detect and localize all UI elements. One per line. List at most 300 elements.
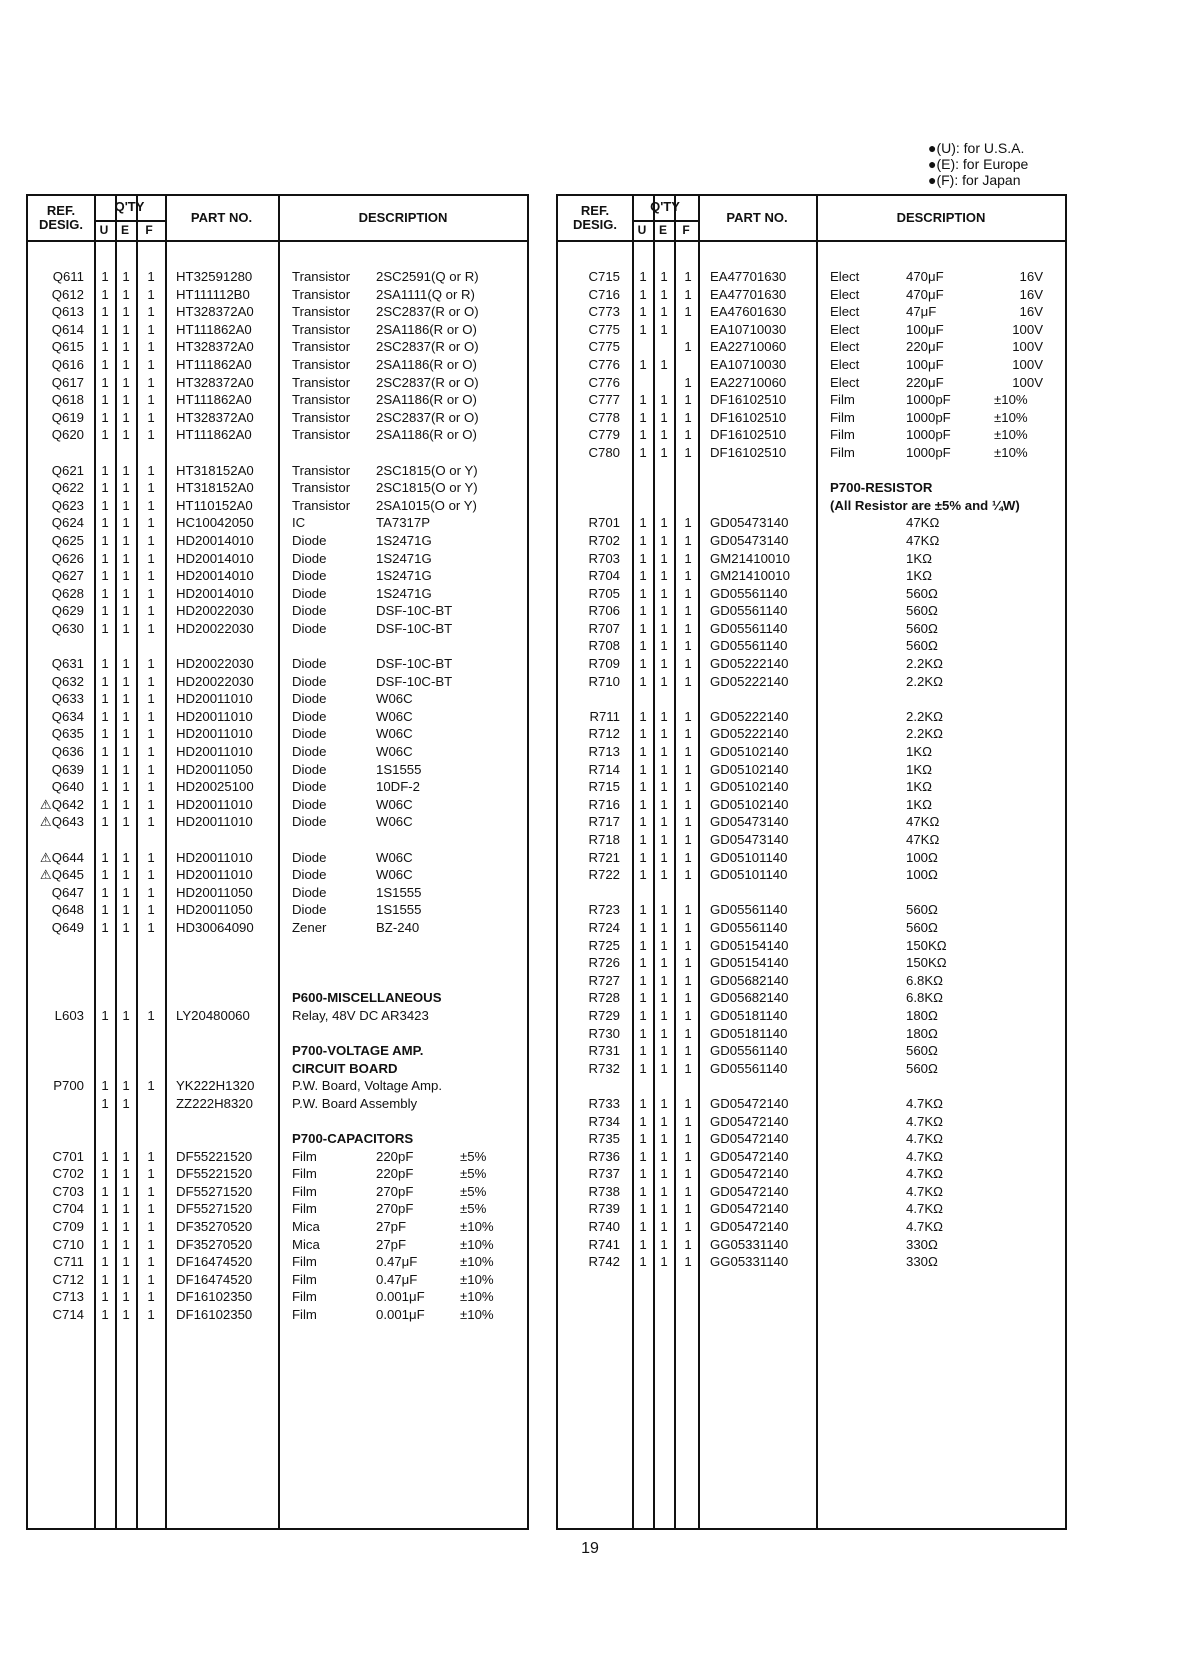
part-number: DF55221520 <box>176 1166 253 1182</box>
part-number: GD05561140 <box>710 620 788 636</box>
table-row <box>28 1007 527 1025</box>
description-value: 1000pF <box>906 409 951 425</box>
table-row <box>28 550 527 568</box>
spacer-row <box>28 937 527 955</box>
qty-e: 1 <box>122 691 130 707</box>
description-value: 1S1555 <box>376 902 422 918</box>
qty-e: 1 <box>122 1236 130 1252</box>
qty-e: 1 <box>122 1078 130 1094</box>
table-row <box>28 673 527 691</box>
spacer-row <box>558 1077 1065 1095</box>
part-number: HT111862A0 <box>176 356 252 372</box>
part-number: DF55221520 <box>176 1148 253 1164</box>
part-number: GD05222140 <box>710 726 789 742</box>
part-number: HD20011010 <box>176 796 253 812</box>
section-title: CIRCUIT BOARD <box>292 1060 398 1076</box>
qty-e: 1 <box>660 814 668 830</box>
qty-f: 1 <box>684 603 692 619</box>
qty-e: 1 <box>122 1148 130 1164</box>
spacer-row <box>558 690 1065 708</box>
ref-desig: Q629 <box>51 603 84 619</box>
qty-e: 1 <box>122 849 130 865</box>
qty-u: 1 <box>639 532 647 548</box>
description-type: P.W. Board, Voltage Amp. <box>292 1078 443 1094</box>
spacer-row <box>28 444 527 462</box>
qty-f: 1 <box>684 1254 692 1270</box>
ref-desig: R701 <box>588 515 620 531</box>
ref-desig: ⚠Q645 <box>39 867 84 883</box>
qty-f: 1 <box>684 937 692 953</box>
qty-f: 1 <box>147 321 155 337</box>
description-value: 2SA1015(O or Y) <box>376 497 477 513</box>
qty-f: 1 <box>147 744 155 760</box>
table-row <box>558 919 1065 937</box>
table-row <box>28 1271 527 1289</box>
qty-e: 1 <box>122 392 130 408</box>
description-value: 4.7KΩ <box>906 1219 943 1235</box>
ref-desig: L603 <box>54 1007 84 1023</box>
part-number: GD05101140 <box>710 849 788 865</box>
table-row <box>558 268 1065 286</box>
ref-desig: Q611 <box>52 269 84 284</box>
qty-u: 1 <box>639 972 647 988</box>
qty-e: 1 <box>660 550 668 566</box>
qty-e: 1 <box>660 1254 668 1270</box>
description-rating: 16V <box>1019 269 1043 284</box>
table-row <box>558 866 1065 884</box>
description-value: 0.001μF <box>376 1289 425 1305</box>
ref-desig: R739 <box>588 1201 620 1217</box>
ref-desig: R722 <box>588 867 620 883</box>
qty-f: 1 <box>684 427 692 443</box>
qty-u: 1 <box>101 656 109 672</box>
description-value: 4.7KΩ <box>906 1095 943 1111</box>
qty-u: 1 <box>101 902 109 918</box>
description-type: Transistor <box>292 339 351 355</box>
description-value: 150KΩ <box>906 955 947 971</box>
qty-u: 1 <box>639 585 647 601</box>
qty-e: 1 <box>122 620 130 636</box>
part-number: HD20014010 <box>176 568 254 584</box>
part-number: HT328372A0 <box>176 409 254 425</box>
description-type: Diode <box>292 620 327 636</box>
qty-e: 1 <box>122 919 130 935</box>
description-type: Zener <box>292 919 327 935</box>
description-value: W06C <box>376 867 413 883</box>
ref-desig: R727 <box>588 972 620 988</box>
qty-f: 1 <box>684 339 692 355</box>
description-rating: ±10% <box>994 444 1028 460</box>
qty-u: 1 <box>101 1236 109 1252</box>
qty-u: 1 <box>101 1271 109 1287</box>
ref-desig: Q631 <box>51 656 84 672</box>
part-number: GD05561140 <box>710 1060 788 1076</box>
qty-e: 1 <box>660 673 668 689</box>
description-value: 1S2471G <box>376 568 432 584</box>
qty-e: 1 <box>122 884 130 900</box>
table-row <box>558 743 1065 761</box>
description-value: 470μF <box>906 286 944 302</box>
legend-europe: ●(E): for Europe <box>928 156 1029 172</box>
qty-e: 1 <box>660 532 668 548</box>
qty-u: 1 <box>101 515 109 531</box>
description-type: P.W. Board Assembly <box>292 1095 418 1111</box>
legend-usa: ●(U): for U.S.A. <box>928 140 1025 156</box>
part-number: GD05472140 <box>710 1219 789 1235</box>
qty-e: 1 <box>122 1219 130 1235</box>
ref-desig: R741 <box>588 1236 620 1252</box>
qty-e: 1 <box>122 1254 130 1270</box>
part-number: HD20011010 <box>176 744 253 760</box>
description-type: Diode <box>292 673 327 689</box>
description-value: 100μF <box>906 356 944 372</box>
qty-e: 1 <box>122 1289 130 1305</box>
table-row <box>558 796 1065 814</box>
qty-e: 1 <box>660 286 668 302</box>
qty-e: 1 <box>122 1166 130 1182</box>
table-header <box>28 196 527 242</box>
ref-desig: R716 <box>588 796 620 812</box>
description-value: 220μF <box>906 374 944 390</box>
ref-desig: Q612 <box>51 286 84 302</box>
description-type: Diode <box>292 691 327 707</box>
ref-desig: Q636 <box>51 744 84 760</box>
qty-e: 1 <box>122 673 130 689</box>
ref-desig: Q639 <box>51 761 84 777</box>
table-row <box>28 708 527 726</box>
ref-desig: C778 <box>588 409 620 425</box>
ref-desig: R737 <box>588 1166 620 1182</box>
ref-desig: R718 <box>588 832 620 847</box>
spacer-row <box>28 972 527 990</box>
ref-desig: R723 <box>588 902 620 918</box>
qty-f: 1 <box>147 480 155 496</box>
description-type: Diode <box>292 744 327 760</box>
ref-desig: P700 <box>53 1078 84 1094</box>
qty-f: 1 <box>147 761 155 777</box>
description-rating: ±10% <box>460 1271 494 1287</box>
qty-e: 1 <box>660 919 668 935</box>
ref-desig: C701 <box>52 1148 84 1164</box>
qty-e: 1 <box>122 1095 130 1111</box>
part-number: EA47701630 <box>710 286 787 302</box>
table-row <box>558 602 1065 620</box>
description-value: 180Ω <box>906 1007 938 1023</box>
part-number: DF16474520 <box>176 1271 253 1287</box>
qty-f: 1 <box>147 867 155 883</box>
qty-e: 1 <box>660 744 668 760</box>
qty-e: 1 <box>122 867 130 883</box>
qty-header: Q'TY <box>650 199 680 214</box>
qty-f: 1 <box>684 1148 692 1164</box>
qty-e: 1 <box>122 814 130 830</box>
qty-f: 1 <box>684 656 692 672</box>
qty-u: 1 <box>639 620 647 636</box>
ref-desig: R711 <box>589 708 620 724</box>
qty-f: 1 <box>147 497 155 513</box>
qty-f: 1 <box>684 409 692 425</box>
description-value: 560Ω <box>906 603 938 619</box>
description-value: 220pF <box>376 1166 414 1182</box>
table-row <box>558 901 1065 919</box>
qty-f: 1 <box>684 726 692 742</box>
qty-e: 1 <box>122 356 130 372</box>
qty-f: 1 <box>147 779 155 795</box>
qty-f: 1 <box>147 708 155 724</box>
qty-e: 1 <box>660 1201 668 1217</box>
qty-e: 1 <box>122 568 130 584</box>
part-number: HD20022030 <box>176 620 254 636</box>
part-number: HT111112B0 <box>176 286 250 302</box>
ref-desig: Q635 <box>51 726 84 742</box>
table-row <box>558 1060 1065 1078</box>
part-number: EA47601630 <box>710 304 787 320</box>
part-number: GD05472140 <box>710 1095 789 1111</box>
qty-e: 1 <box>122 269 130 284</box>
part-number: GD05222140 <box>710 656 789 672</box>
qty-f: 1 <box>147 814 155 830</box>
qty-u: 1 <box>101 1219 109 1235</box>
qty-e: 1 <box>660 726 668 742</box>
table-row <box>28 884 527 902</box>
description-type: Film <box>830 427 855 443</box>
description-type: Diode <box>292 796 327 812</box>
description-type: Transistor <box>292 392 351 408</box>
qty-e: 1 <box>122 462 130 478</box>
table-row <box>558 620 1065 638</box>
description-value: 4.7KΩ <box>906 1113 943 1129</box>
qty-u: 1 <box>101 427 109 443</box>
description-type: Film <box>830 409 855 425</box>
qty-u-header: U <box>637 223 647 237</box>
qty-f: 1 <box>147 356 155 372</box>
ref-desig: Q620 <box>51 427 84 443</box>
description-value: 4.7KΩ <box>906 1166 943 1182</box>
description-type: Diode <box>292 814 327 830</box>
table-row <box>558 989 1065 1007</box>
table-row <box>558 585 1065 603</box>
table-row <box>28 1218 527 1236</box>
table-row <box>558 426 1065 444</box>
part-number: GD05472140 <box>710 1201 789 1217</box>
table-row <box>558 514 1065 532</box>
description-value: 560Ω <box>906 1060 938 1076</box>
qty-u: 1 <box>639 409 647 425</box>
qty-u: 1 <box>639 1254 647 1270</box>
qty-f: 1 <box>684 286 692 302</box>
ref-desig: R728 <box>588 990 620 1006</box>
qty-f: 1 <box>147 1236 155 1252</box>
table-row <box>558 567 1065 585</box>
table-row <box>558 673 1065 691</box>
qty-e: 1 <box>660 392 668 408</box>
ref-desig: Q625 <box>51 532 84 548</box>
description-rating: ±10% <box>460 1307 494 1323</box>
ref-desig: C714 <box>52 1307 84 1323</box>
table-row <box>28 391 527 409</box>
table-row <box>28 1165 527 1183</box>
qty-e: 1 <box>660 1166 668 1182</box>
ref-desig: Q647 <box>51 884 84 900</box>
qty-e: 1 <box>122 339 130 355</box>
description-type: Diode <box>292 867 327 883</box>
description-type: Film <box>292 1307 317 1323</box>
qty-e: 1 <box>660 972 668 988</box>
part-number: GD05561140 <box>710 902 788 918</box>
qty-f: 1 <box>684 779 692 795</box>
qty-f: 1 <box>684 673 692 689</box>
qty-f: 1 <box>684 744 692 760</box>
description-value: 2SC2837(R or O) <box>376 409 479 425</box>
qty-u: 1 <box>101 919 109 935</box>
qty-u: 1 <box>639 392 647 408</box>
qty-f: 1 <box>147 796 155 812</box>
part-number: HD20011050 <box>176 902 253 918</box>
qty-u: 1 <box>101 691 109 707</box>
qty-e: 1 <box>122 656 130 672</box>
description-type: Mica <box>292 1219 320 1235</box>
qty-u: 1 <box>639 708 647 724</box>
part-number: DF16102510 <box>710 392 787 408</box>
part-number: GD05472140 <box>710 1131 789 1147</box>
qty-u: 1 <box>639 1236 647 1252</box>
qty-f: 1 <box>147 532 155 548</box>
ref-desig: Q621 <box>51 462 84 478</box>
ref-desig: Q613 <box>51 304 84 320</box>
description-value: 1S2471G <box>376 550 432 566</box>
description-type: Elect <box>830 269 860 284</box>
part-number: GD05682140 <box>710 972 789 988</box>
qty-u: 1 <box>101 744 109 760</box>
region-legend <box>928 140 1028 188</box>
qty-f: 1 <box>684 1113 692 1129</box>
part-number: GM21410010 <box>710 550 790 566</box>
description-value: 1KΩ <box>906 550 932 566</box>
part-number: EA10710030 <box>710 321 787 337</box>
qty-e: 1 <box>122 304 130 320</box>
qty-f: 1 <box>684 919 692 935</box>
qty-e: 1 <box>122 761 130 777</box>
qty-u: 1 <box>101 1254 109 1270</box>
description-rating: ±10% <box>460 1289 494 1305</box>
part-number: DF55271520 <box>176 1201 253 1217</box>
part-number: HT111862A0 <box>176 392 252 408</box>
description-value: 10DF-2 <box>376 779 420 795</box>
qty-e: 1 <box>660 937 668 953</box>
ref-desig: R703 <box>588 550 620 566</box>
part-no-header: PART NO. <box>190 210 253 225</box>
description-rating: 100V <box>1012 356 1043 372</box>
ref-desig: R733 <box>588 1095 620 1111</box>
description-type: Film <box>292 1148 317 1164</box>
ref-desig: Q632 <box>51 673 84 689</box>
qty-u: 1 <box>639 1113 647 1129</box>
part-no-header: PART NO. <box>726 210 788 225</box>
description-value: 2.2KΩ <box>906 656 943 672</box>
qty-e: 1 <box>122 321 130 337</box>
qty-u: 1 <box>101 480 109 496</box>
table-row <box>28 338 527 356</box>
ref-desig: R708 <box>588 638 620 654</box>
qty-u: 1 <box>639 304 647 320</box>
part-number: HT328372A0 <box>176 339 254 355</box>
qty-f: 1 <box>684 902 692 918</box>
description-value: 2SC2837(R or O) <box>376 304 479 320</box>
qty-f: 1 <box>684 849 692 865</box>
part-number: GD05102140 <box>710 796 789 812</box>
qty-u: 1 <box>639 1201 647 1217</box>
table-row <box>28 725 527 743</box>
qty-e: 1 <box>660 761 668 777</box>
qty-e: 1 <box>660 515 668 531</box>
table-row <box>558 954 1065 972</box>
part-number: HT111862A0 <box>176 427 252 443</box>
section-title: P600-MISCELLANEOUS <box>292 990 442 1006</box>
qty-e: 1 <box>660 1095 668 1111</box>
ref-desig: R738 <box>588 1183 620 1199</box>
qty-e: 1 <box>660 356 668 372</box>
spacer-row <box>558 462 1065 480</box>
part-number: YK222H1320 <box>176 1078 255 1094</box>
qty-e: 1 <box>660 656 668 672</box>
description-type: Transistor <box>292 462 351 478</box>
table-row <box>28 462 527 480</box>
ref-desig: ⚠Q643 <box>39 814 84 830</box>
description-type: Film <box>830 444 855 460</box>
table-row <box>28 303 527 321</box>
table-row <box>558 725 1065 743</box>
table-row <box>28 1236 527 1254</box>
part-number: EA22710060 <box>710 339 787 355</box>
part-number: DF16102350 <box>176 1307 253 1323</box>
part-number: LY20480060 <box>176 1007 250 1023</box>
description-rating: ±10% <box>460 1236 494 1252</box>
qty-e: 1 <box>122 427 130 443</box>
table-row <box>558 1007 1065 1025</box>
qty-u: 1 <box>101 339 109 355</box>
qty-e: 1 <box>122 409 130 425</box>
table-row <box>558 356 1065 374</box>
ref-desig: C704 <box>52 1201 84 1217</box>
description-rating: ±5% <box>460 1148 487 1164</box>
ref-desig: R731 <box>588 1043 620 1059</box>
qty-u: 1 <box>101 497 109 513</box>
part-number: HD30064090 <box>176 919 254 935</box>
part-number: HT32591280 <box>176 269 253 284</box>
qty-e: 1 <box>660 1131 668 1147</box>
part-number: DF35270520 <box>176 1219 253 1235</box>
qty-u: 1 <box>101 620 109 636</box>
description-type: Transistor <box>292 497 351 513</box>
qty-f-header: F <box>145 223 153 237</box>
table-row <box>558 708 1065 726</box>
description-type: Transistor <box>292 321 351 337</box>
table-row <box>558 1130 1065 1148</box>
description-type: Film <box>292 1183 317 1199</box>
table-header <box>558 196 1065 242</box>
description-type: Elect <box>830 304 860 320</box>
qty-e: 1 <box>660 1025 668 1041</box>
description-value: 4.7KΩ <box>906 1148 943 1164</box>
part-number: GD05561140 <box>710 585 788 601</box>
table-row <box>28 479 527 497</box>
table-row <box>28 268 527 286</box>
qty-f: 1 <box>147 1183 155 1199</box>
ref-desig: R707 <box>588 620 620 636</box>
description-type: Elect <box>830 356 860 372</box>
table-row <box>28 655 527 673</box>
description-value: 2.2KΩ <box>906 708 943 724</box>
